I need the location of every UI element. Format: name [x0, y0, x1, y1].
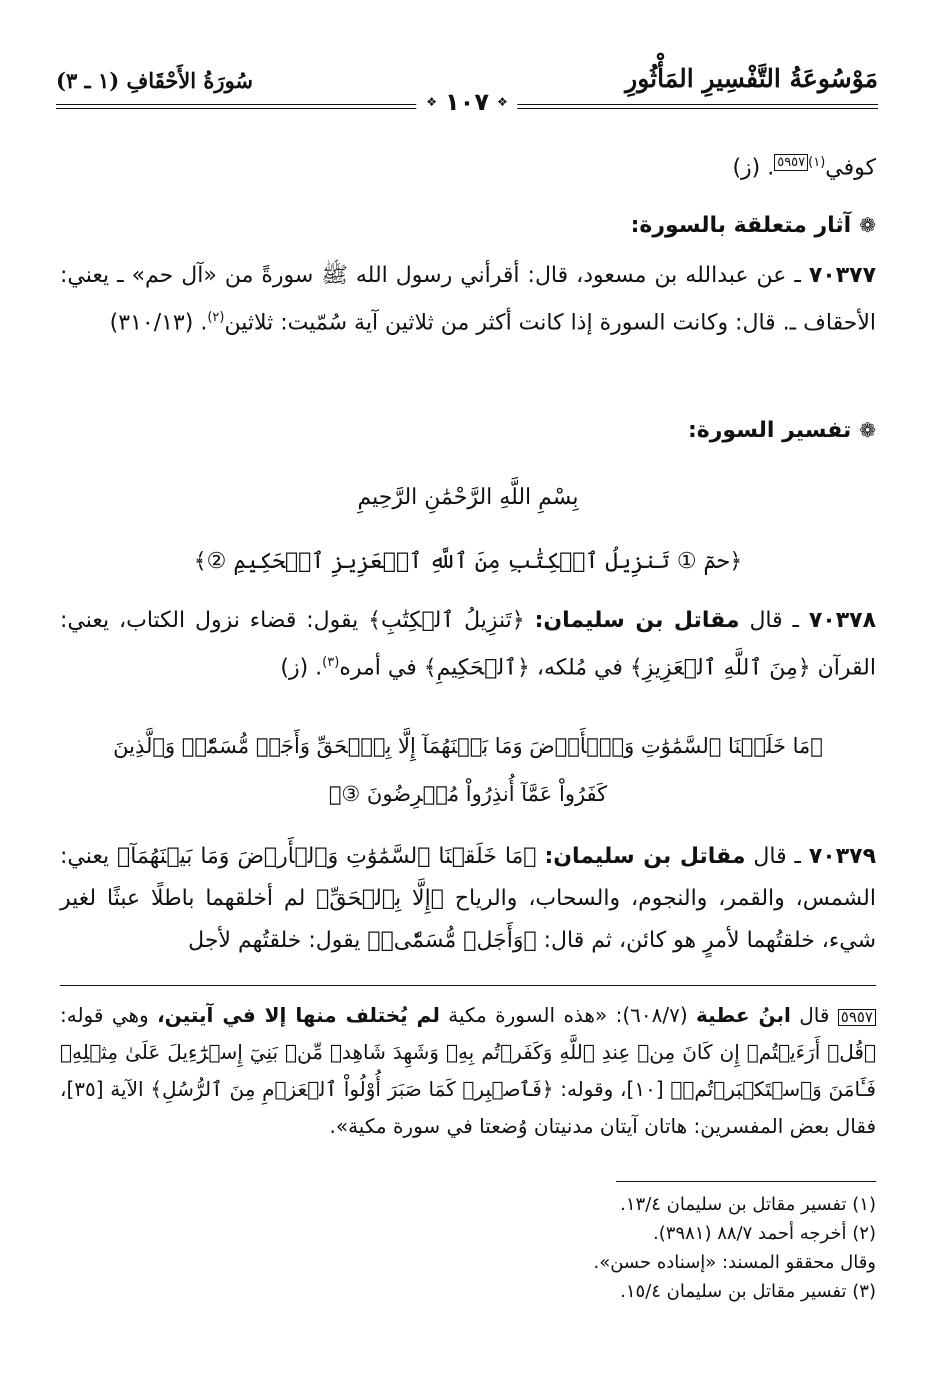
quran-verse-3: ﴿مَا خَلَقۡنَا ٱلسَّمَٰوَٰتِ وَٱلۡأَرۡضَ وَمَا بَيۡنَهُمَآ إِلَّا بِٱلۡحَقِّ وَأَجَلٖ مُّسَمّٗىۚ وَٱلَّذِينَ كَفَرُواْ عَمَّآ أُنذِرُواْ مُعۡرِضُونَ ③﴾	[113, 734, 823, 806]
surah-range: سُورَةُ الأَحْقَافِ (١ ـ ٣)	[56, 68, 254, 93]
narration-suffix: . (ز)	[280, 655, 323, 681]
section-heading-tafsir	[688, 410, 876, 451]
footnote-item: وقال محققو المسند: «إسناده حسن».	[593, 1252, 876, 1273]
footnote-ref[interactable]: (٢)	[207, 310, 225, 325]
narration-number: ٧٠٣٧٨	[808, 608, 876, 633]
footnote-ref[interactable]: (٣)	[322, 655, 340, 670]
narration-70377	[60, 255, 876, 344]
quran-verse-1-2: ﴿حمٓ ① تَنزِيلُ ٱلۡكِتَٰبِ مِنَ ٱللَّهِ ٱلۡعَزِيزِ ٱلۡحَكِيمِ ②﴾	[193, 549, 743, 574]
note-quote-1: «هذه السورة مكية	[448, 1003, 608, 1027]
note-box-ref[interactable]: ٥٩٥٧	[774, 154, 808, 171]
ornament-left-icon: ❖	[426, 95, 438, 109]
footnote-ref[interactable]: (١)	[808, 155, 826, 170]
narration-intro: ـ قال	[749, 608, 799, 633]
intro-line	[60, 142, 876, 189]
narration-intro: ـ قال	[753, 844, 801, 869]
narration-suffix: . (٣١٠/١٣)	[109, 310, 208, 336]
note-author: ابنُ عطية	[696, 1003, 791, 1027]
note-ref: (٦٠٨/٧):	[615, 1003, 688, 1027]
section-heading-athar	[631, 205, 876, 246]
narration-text: ـ عن عبدالله بن مسعود، قال: أقرأني رسول الله ﷺ سورةً من «آل حم» ـ يعني: الأحقاف ـ. قال: وكانت السورة إذا كانت أكثر من ثلاثين آية سُمّيت: ثلاثين	[60, 263, 876, 336]
section-title: تفسير السورة:	[687, 418, 852, 443]
footnote-item: (٢) أخرجه أحمد ٨٨/٧ (٣٩٨١).	[653, 1223, 876, 1244]
note-box-label: ٥٩٥٧	[838, 1009, 876, 1026]
section-divider	[60, 985, 876, 986]
narration-70379	[60, 836, 876, 962]
narration-70378	[60, 600, 876, 689]
intro-text: كوفي	[825, 155, 876, 181]
narration-text: ﴿تَنزِيلُ ٱلۡكِتَٰبِ﴾ يقول: قضاء نزول الكتاب، يعني: القرآن ﴿مِنَ ٱللَّهِ ٱلۡعَزِيزِ﴾ في مُلكه، ﴿ٱلۡحَكِيمِ﴾ في أمره	[60, 608, 876, 681]
note-5957	[60, 997, 876, 1145]
narration-number: ٧٠٣٧٩	[808, 844, 876, 869]
flower-icon: ❁	[859, 418, 876, 442]
narration-author: مقاتل بن سليمان:	[534, 608, 740, 633]
intro-suffix: . (ز)	[732, 155, 775, 181]
ornament-right-icon: ❖	[496, 95, 508, 109]
note-quote-2: وهي قوله: ﴿قُلۡ أَرَءَيۡتُمۡ إِن كَانَ مِنۡ عِندِ ٱللَّهِ وَكَفَرۡتُم بِهِۦ وَشَهِدَ شَاهِدٞ مِّنۢ بَنِيٓ إِسۡرَٰٓءِيلَ عَلَىٰ مِثۡلِهِۦ فَـَٔامَنَ وَٱسۡتَكۡبَرۡتُمۡ﴾ [١٠]، وقوله: ﴿فَٱصۡبِرۡ كَمَا صَبَرَ أُوْلُواْ ٱلۡعَزۡمِ مِنَ ٱلرُّسُلِ﴾ الآية [٣٥]، فقال بعض المفسرين: هاتان آيتان مدنيتان وُضعتا في سورة مكية».	[60, 1003, 876, 1138]
page-number: ١٠٧	[445, 88, 489, 116]
note-quote-bold: لم يُختلف منها إلا في آيتين،	[157, 1003, 440, 1027]
page-number-box	[416, 88, 517, 116]
narration-number: ٧٠٣٧٧	[808, 263, 876, 288]
note-lead: قال	[799, 1003, 830, 1027]
footnote-item: (٣) تفسير مقاتل بن سليمان ١٥/٤.	[620, 1281, 876, 1302]
narration-author: مقاتل بن سليمان:	[544, 844, 746, 869]
footnote-divider	[616, 1181, 876, 1182]
footnotes	[300, 1190, 876, 1306]
flower-icon: ❁	[859, 213, 876, 237]
basmala: بِسْمِ اللَّهِ الرَّحْمَٰنِ الرَّحِيمِ	[357, 485, 579, 510]
footnote-item: (١) تفسير مقاتل بن سليمان ١٣/٤.	[620, 1194, 876, 1215]
book-title: مَوْسُوعَةُ التَّفْسِيرِ المَأْثُورِ	[625, 64, 878, 93]
narration-text: ﴿مَا خَلَقۡنَا ٱلسَّمَٰوَٰتِ وَٱلۡأَرۡضَ وَمَا بَيۡنَهُمَآ﴾ يعني: الشمس، والقمر، والنجوم، والسحاب، والرياح ﴿إِلَّا بِٱلۡحَقِّ﴾ لم أخلقهما باطلًا عبثًا لغير شيء، خلقتُهما لأمرٍ هو كائن، ثم قال: ﴿وَأَجَلٖ مُّسَمّٗىۚ﴾ يقول: خلقتُهم لأجل	[60, 844, 876, 953]
page-header	[56, 60, 878, 120]
section-title: آثار متعلقة بالسورة:	[630, 213, 852, 238]
